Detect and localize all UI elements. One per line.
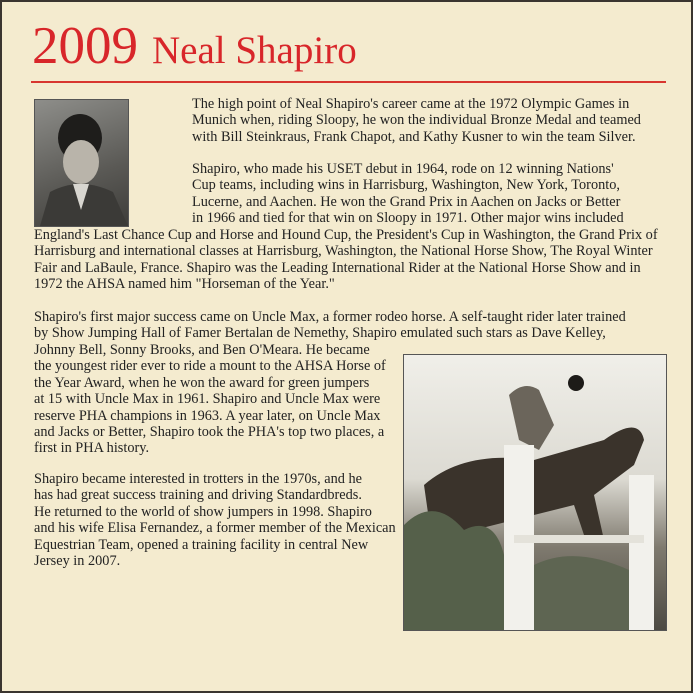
- text-line: reserve PHA champions in 1963. A year later, on Uncle Max: [34, 407, 381, 424]
- text-line: Munich when, riding Sloopy, he won the individual Bronze Medal and teamed: [192, 112, 641, 129]
- paragraph-uncle-max-top: [34, 309, 626, 342]
- text-line: Cup teams, including wins in Harrisburg, Washington, New York, Toronto,: [192, 177, 620, 194]
- paragraph-career-bottom: [34, 227, 658, 293]
- text-line: by Show Jumping Hall of Famer Bertalan de Nemethy, Shapiro emulated such stars as Dave Kelley,: [34, 325, 606, 342]
- text-line: and his wife Elisa Fernandez, a former member of the Mexican: [34, 520, 396, 537]
- text-line: The high point of Neal Shapiro's career came at the 1972 Olympic Games in: [192, 96, 630, 112]
- text-line: Lucerne, and Aachen. He won the Grand Prix in Aachen on Jacks or Better: [192, 193, 621, 210]
- text-line: in 1966 and tied for that win on Sloopy in 1971. Other major wins included: [192, 210, 624, 227]
- title-divider: [31, 81, 666, 83]
- text-line: Jersey in 2007.: [34, 552, 121, 569]
- text-line: Fair and LaBaule, France. Shapiro was the Leading International Rider at the National Horse Show and in: [34, 259, 641, 276]
- paragraph-uncle-max-bottom: [34, 342, 386, 457]
- text-line: 1972 the AHSA named him "Horseman of the Year.": [34, 276, 335, 293]
- text-line: first in PHA history.: [34, 440, 150, 457]
- portrait-photo: [34, 99, 129, 227]
- title-name: Neal Shapiro: [152, 29, 357, 72]
- text-line: Shapiro's first major success came on Uncle Max, a former rodeo horse. A self-taught rider later trained: [34, 309, 626, 325]
- text-line: and Jacks or Better, Shapiro took the PHA's top two places, a: [34, 423, 385, 440]
- text-line: He returned to the world of show jumpers in 1998. Shapiro: [34, 503, 372, 520]
- paragraph-career-top: [192, 161, 624, 227]
- paragraph-olympics: [192, 96, 641, 145]
- paragraph-trotters: [34, 471, 396, 569]
- jumping-photo: [403, 354, 667, 631]
- text-line: England's Last Chance Cup and Horse and Hound Cup, the President's Cup in Washington, the Grand Prix of: [34, 227, 658, 243]
- text-line: Shapiro became interested in trotters in the 1970s, and he: [34, 471, 362, 487]
- text-line: has had great success training and driving Standardbreds.: [34, 487, 362, 504]
- page-title: [32, 17, 357, 75]
- text-line: Johnny Bell, Sonny Brooks, and Ben O'Meara. He became: [34, 342, 370, 358]
- text-line: at 15 with Uncle Max in 1961. Shapiro and Uncle Max were: [34, 391, 381, 408]
- title-year: 2009: [32, 17, 138, 75]
- text-line: Shapiro, who made his USET debut in 1964, rode on 12 winning Nations': [192, 161, 614, 177]
- text-line: the youngest rider ever to ride a mount to the AHSA Horse of: [34, 358, 386, 375]
- text-line: with Bill Steinkraus, Frank Chapot, and Kathy Kusner to win the team Silver.: [192, 128, 636, 145]
- text-line: Equestrian Team, opened a training facility in central New: [34, 536, 369, 553]
- text-line: Harrisburg and international classes at Harrisburg, Washington, the National Horse Show, The Royal Winter: [34, 243, 653, 260]
- text-line: the Year Award, when he won the award for green jumpers: [34, 374, 370, 391]
